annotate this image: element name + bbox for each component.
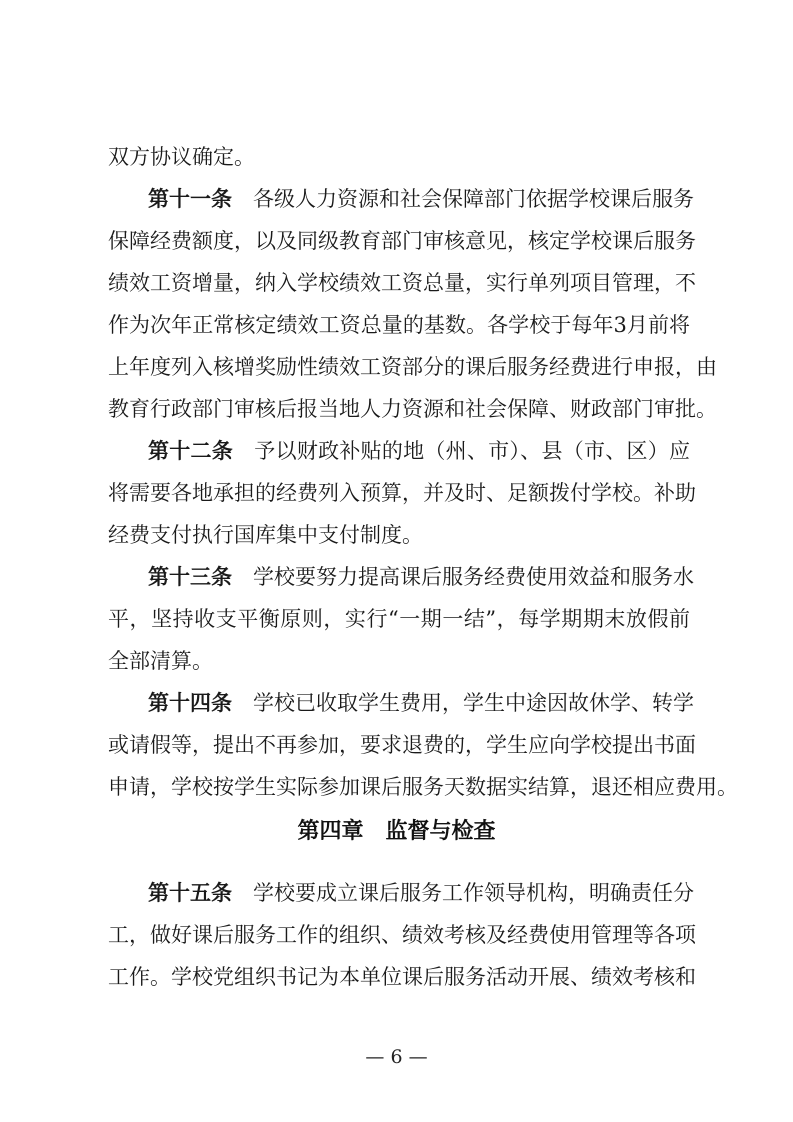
article-13-line bbox=[148, 564, 694, 590]
text-line: 教育行政部门审核后报当地人力资源和社会保障、财政部门审批。 bbox=[108, 397, 717, 421]
article-heading: 第十四条 bbox=[148, 691, 232, 715]
article-heading: 第十二条 bbox=[148, 439, 234, 463]
article-heading: 第十三条 bbox=[148, 565, 232, 589]
article-heading: 第十一条 bbox=[148, 187, 232, 211]
article-text: 学校要成立课后服务工作领导机构，明确责任分 bbox=[253, 881, 694, 905]
article-12-line bbox=[148, 438, 690, 464]
text-line: 或请假等，提出不再参加，要求退费的，学生应向学校提出书面 bbox=[108, 733, 696, 757]
text-line: 全部清算。 bbox=[108, 649, 213, 673]
article-15-line bbox=[148, 880, 694, 906]
text-line: 工，做好课后服务工作的组织、绩效考核及经费使用管理等各项 bbox=[108, 923, 696, 947]
article-text: 予以财政补贴的地（州、市）、县（市、区）应 bbox=[254, 439, 691, 463]
article-14-line bbox=[148, 690, 694, 716]
text-line: 作为次年正常核定绩效工资总量的基数。各学校于每年3月前将 bbox=[108, 313, 690, 337]
text-line: 绩效工资增量，纳入学校绩效工资总量，实行单列项目管理，不 bbox=[108, 271, 696, 295]
text-line: 平，坚持收支平衡原则，实行“一期一结”，每学期期末放假前 bbox=[108, 607, 690, 631]
article-11-line bbox=[148, 186, 694, 212]
article-heading: 第十五条 bbox=[148, 881, 232, 905]
text-line: 保障经费额度，以及同级教育部门审核意见，核定学校课后服务 bbox=[108, 229, 696, 253]
text-line: 上年度列入核增奖励性绩效工资部分的课后服务经费进行申报，由 bbox=[108, 355, 717, 379]
article-text: 学校已收取学生费用，学生中途因故休学、转学 bbox=[253, 691, 694, 715]
chapter-title: 第四章 监督与检查 bbox=[297, 819, 496, 844]
text-line: 经费支付执行国库集中支付制度。 bbox=[108, 523, 423, 547]
page-number: — 6 — bbox=[365, 1046, 428, 1068]
text-line: 将需要各地承担的经费列入预算，并及时、足额拨付学校。补助 bbox=[108, 481, 696, 505]
text-line: 工作。学校党组织书记为本单位课后服务活动开展、绩效考核和 bbox=[108, 965, 696, 989]
chapter-heading bbox=[0, 818, 793, 846]
article-text: 各级人力资源和社会保障部门依据学校课后服务 bbox=[253, 187, 694, 211]
text-line: 双方协议确定。 bbox=[108, 145, 255, 169]
article-text: 学校要努力提高课后服务经费使用效益和服务水 bbox=[253, 565, 694, 589]
text-line: 申请，学校按学生实际参加课后服务天数据实结算，退还相应费用。 bbox=[108, 775, 738, 799]
